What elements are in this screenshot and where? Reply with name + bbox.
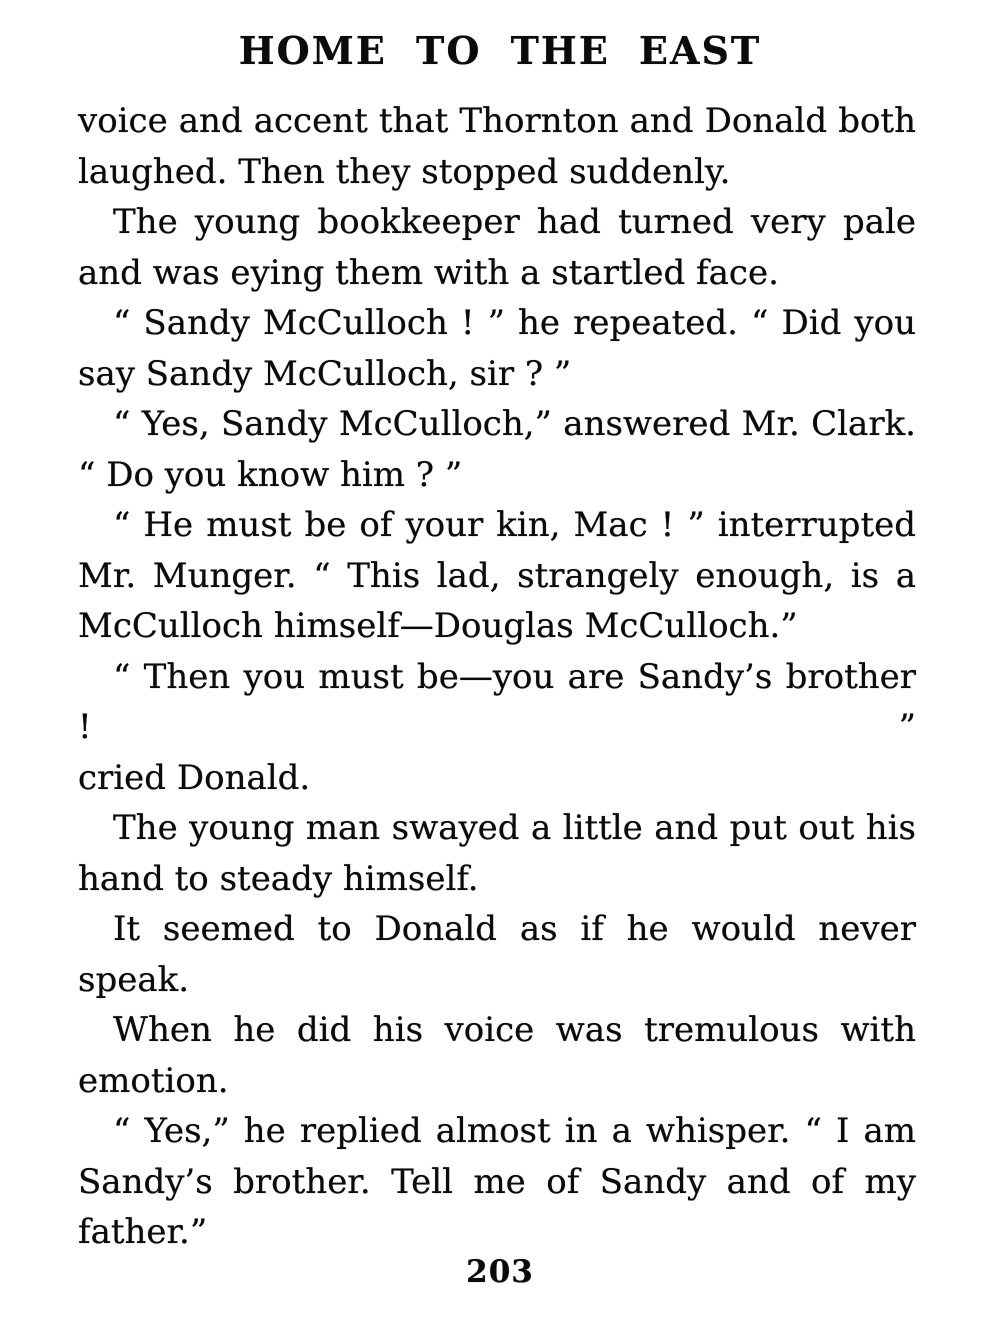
paragraph [78, 500, 916, 652]
text-line: Mr. Munger. “ This lad, strangely enough, is a [78, 555, 916, 596]
text-line: “ He must be of your kin, Mac ! ” interrupted [113, 505, 916, 545]
text-line: “ Sandy McCulloch ! ” he repeated. “ Did you [113, 303, 916, 343]
text-line: Sandy’s brother. Tell me of Sandy and of my [78, 1161, 916, 1202]
page-number: 203 [466, 1254, 534, 1290]
text-line: When he did his voice was tremulous with [113, 1010, 916, 1050]
paragraph [78, 1005, 916, 1106]
text-line: McCulloch himself—Douglas McCulloch.” [78, 606, 798, 646]
text-line: The young man swayed a little and put out his [113, 808, 916, 848]
paragraph [78, 298, 916, 399]
text-line: “ Do you know him ? ” [78, 454, 463, 495]
page-body [78, 96, 916, 1258]
running-header: HOME TO THE EAST [238, 28, 762, 73]
text-line: “ Yes, Sandy McCulloch,” answered Mr. Clark. [113, 404, 916, 444]
text-line: emotion. [78, 1060, 229, 1101]
text-line: “ Then you must be—you are Sandy’s brother ! ” [78, 656, 916, 747]
paragraph [78, 96, 916, 197]
paragraph [78, 197, 916, 298]
paragraph [78, 904, 916, 1005]
text-line: cried Donald. [78, 757, 311, 798]
text-line: laughed. Then they stopped suddenly. [78, 151, 731, 192]
text-line: “ Yes,” he replied almost in a whisper. “ I am [113, 1111, 916, 1151]
text-line: hand to steady himself. [78, 858, 479, 899]
paragraph [78, 652, 916, 804]
text-line: father.” [78, 1212, 208, 1252]
text-line: voice and accent that Thornton and Donald both [78, 101, 916, 141]
paragraph [78, 803, 916, 904]
text-line: say Sandy McCulloch, sir ? ” [78, 353, 572, 394]
text-line: It seemed to Donald as if he would never speak. [78, 909, 916, 1000]
paragraph [78, 399, 916, 500]
text-line: The young bookkeeper had turned very pale [113, 202, 916, 242]
text-line: and was eying them with a startled face. [78, 252, 779, 293]
paragraph [78, 1106, 916, 1258]
